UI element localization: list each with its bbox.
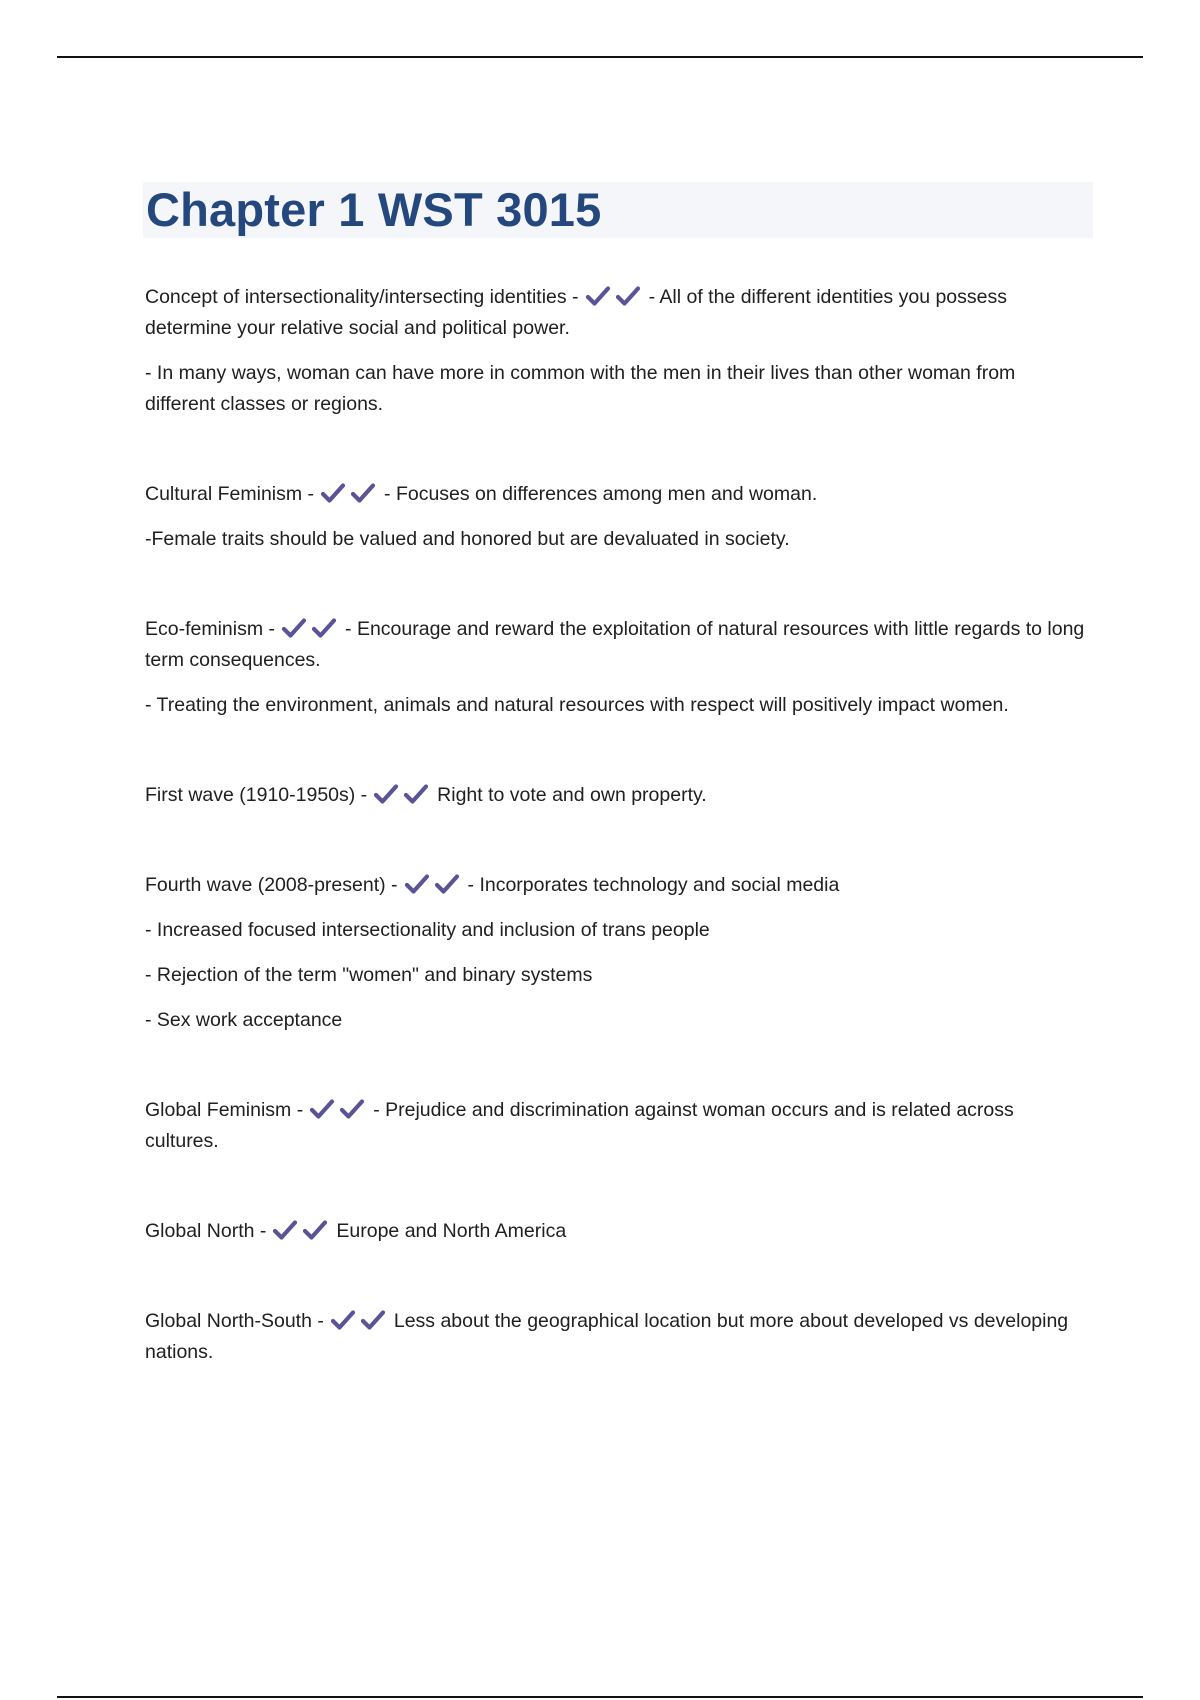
- flashcard-term: Cultural Feminism -: [145, 483, 315, 505]
- flashcard-entry: [145, 870, 1090, 1036]
- check-mark-icon: [403, 783, 429, 805]
- flashcard-term: Global North -: [145, 1220, 267, 1242]
- flashcard-definition: - Incorporates technology and social media: [467, 874, 840, 896]
- flashcard-definition: - Encourage and reward the exploitation of natural resources with little regards to long term consequences.: [145, 618, 1085, 671]
- check-mark-icon: [302, 1219, 328, 1241]
- flashcard-definition: - Prejudice and discrimination against woman occurs and is related across cultures.: [145, 1099, 1014, 1152]
- flashcard-main-line: [145, 614, 1090, 676]
- flashcard-definition: Europe and North America: [336, 1220, 567, 1242]
- flashcard-main-line: [145, 282, 1090, 344]
- bottom-rule: [57, 1696, 1143, 1698]
- flashcard-term: Global Feminism -: [145, 1099, 304, 1121]
- flashcard-note: - Rejection of the term "women" and binary systems: [145, 964, 593, 986]
- check-mark-icon: [330, 1309, 356, 1331]
- flashcard-entry: [145, 1095, 1090, 1157]
- check-mark-icon: [434, 873, 460, 895]
- flashcard-term: First wave (1910-1950s) -: [145, 784, 368, 806]
- flashcard-entry: [145, 614, 1090, 721]
- flashcard-definition: Less about the geographical location but more about developed vs developing nations.: [145, 1310, 1069, 1363]
- flashcard-note: - Sex work acceptance: [145, 1009, 343, 1031]
- top-rule: [57, 56, 1143, 58]
- check-mark-icon: [350, 482, 376, 504]
- flashcard-term: Eco-feminism -: [145, 618, 276, 640]
- flashcard-main-line: [145, 870, 1090, 901]
- check-mark-icon: [272, 1219, 298, 1241]
- check-marks: [330, 1306, 390, 1337]
- flashcard-definition: - All of the different identities you possess determine your relative social and political power.: [145, 286, 1007, 339]
- flashcard-main-line: [145, 1216, 1090, 1247]
- check-mark-icon: [404, 873, 430, 895]
- flashcard-main-line: [145, 479, 1090, 510]
- flashcard-main-line: [145, 1095, 1090, 1157]
- flashcard-entry: [145, 1306, 1090, 1368]
- flashcard-entry: [145, 479, 1090, 555]
- flashcard-term: Concept of intersectionality/intersecting identities -: [145, 286, 579, 308]
- check-marks: [320, 479, 380, 510]
- check-marks: [373, 780, 433, 811]
- check-marks: [272, 1216, 332, 1247]
- check-mark-icon: [339, 1098, 365, 1120]
- check-mark-icon: [320, 482, 346, 504]
- page-title: Chapter 1 WST 3015: [146, 183, 602, 236]
- flashcard-main-line: [145, 1306, 1090, 1368]
- flashcard-definition: Right to vote and own property.: [437, 784, 707, 806]
- flashcard-note: - Treating the environment, animals and natural resources with respect will positively impact women.: [145, 694, 1009, 716]
- check-mark-icon: [281, 617, 307, 639]
- flashcard-note: - In many ways, woman can have more in common with the men in their lives than other woman from different classes or regions.: [145, 362, 1016, 415]
- check-mark-icon: [615, 285, 641, 307]
- check-mark-icon: [311, 617, 337, 639]
- flashcard-term: Fourth wave (2008-present) -: [145, 874, 398, 896]
- flashcard-entry: [145, 1216, 1090, 1247]
- flashcard-entry: [145, 282, 1090, 420]
- check-mark-icon: [360, 1309, 386, 1331]
- flashcard-note: - Increased focused intersectionality and inclusion of trans people: [145, 919, 710, 941]
- flashcard-entry: [145, 780, 1090, 811]
- flashcard-main-line: [145, 780, 1090, 811]
- flashcard-term: Global North-South -: [145, 1310, 324, 1332]
- check-mark-icon: [373, 783, 399, 805]
- check-marks: [309, 1095, 369, 1126]
- check-mark-icon: [585, 285, 611, 307]
- flashcard-note: -Female traits should be valued and honored but are devaluated in society.: [145, 528, 790, 550]
- check-marks: [281, 614, 341, 645]
- check-marks: [585, 282, 645, 313]
- check-mark-icon: [309, 1098, 335, 1120]
- check-marks: [404, 870, 464, 901]
- flashcard-definition: - Focuses on differences among men and woman.: [384, 483, 818, 505]
- flashcard-list: [145, 282, 1090, 1427]
